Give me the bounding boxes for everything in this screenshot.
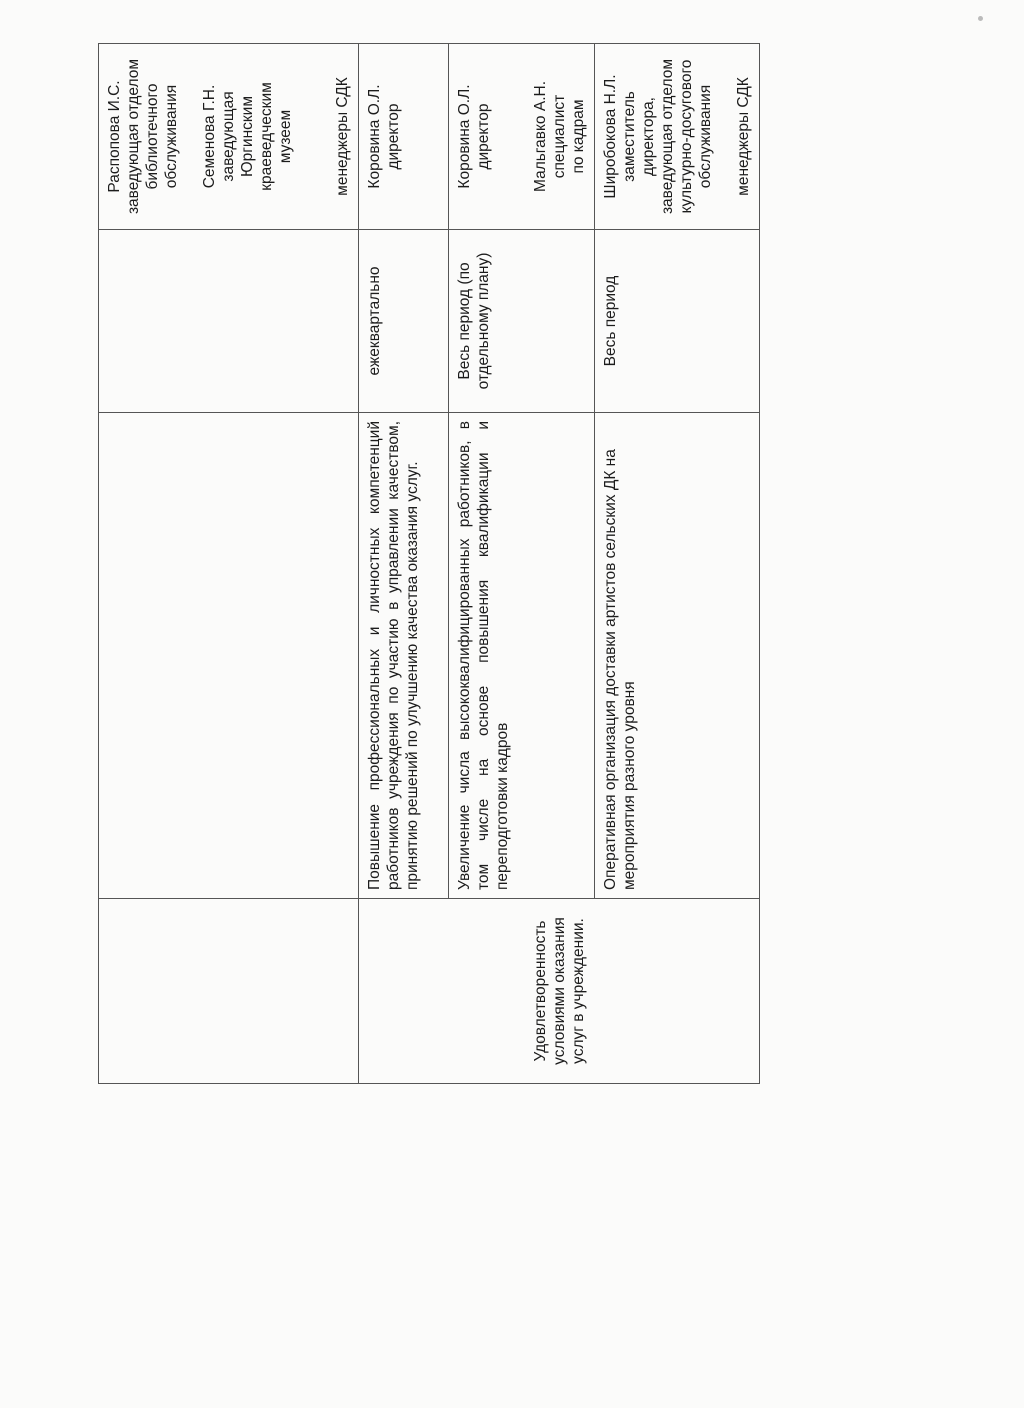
responsible-line: библиотечного обслуживания	[144, 83, 180, 190]
responsible-line: директор	[475, 103, 492, 170]
responsible-cell	[359, 44, 449, 230]
responsible-line: по кадрам	[570, 99, 587, 174]
responsible-line: менеджеры СДК	[735, 77, 752, 196]
responsible-line: заведующая отделом	[659, 58, 676, 215]
responsible-cell	[449, 44, 595, 230]
responsible-line: Коровина О.Л.	[366, 84, 383, 189]
deadline-cell	[99, 230, 359, 413]
responsible-cell	[595, 44, 760, 230]
responsible-cell	[99, 44, 359, 230]
responsible-line: Мальгавко А.Н. специалист	[532, 80, 568, 193]
responsible-line: заведующая отделом	[125, 58, 142, 215]
responsible-line: менеджеры СДК	[334, 77, 351, 196]
scan-speck	[978, 16, 983, 21]
responsible-line: директор	[385, 103, 402, 170]
table-row	[99, 44, 359, 1084]
table-row	[359, 44, 449, 1084]
responsible-line: культурно-досугового	[678, 59, 695, 214]
deadline-cell: Весь период	[595, 230, 760, 413]
deadline-cell: ежеквартально	[359, 230, 449, 413]
responsible-line: Распопова И.С.	[106, 80, 123, 193]
responsible-line: Коровина О.Л.	[456, 84, 473, 189]
responsible-line: музеем	[277, 109, 294, 164]
measure-cell: Повышение профессиональных и личностных компетенций работников учреждения по участию в управлении качеством, принятию решений по улучшению качества оказания услуг.	[359, 413, 449, 899]
table-frame	[98, 44, 752, 1084]
responsible-line: заместитель директора,	[621, 91, 657, 182]
responsible-line: Семенова Г.Н. заведующая	[201, 84, 237, 189]
measure-cell: Увеличение числа высококвалифицированных работников, в том числе на основе повышения квалификации и переподготовки кадров	[449, 413, 595, 899]
measure-cell	[99, 413, 359, 899]
criterion-cell	[99, 899, 359, 1084]
responsible-line: Юргинским краеведческим	[239, 82, 275, 191]
measures-table	[98, 43, 760, 1084]
rotated-table-area	[98, 44, 1024, 1065]
criterion-cell: Удовлетворенность условиями оказания услуг в учреждении.	[359, 899, 760, 1084]
responsible-line: Широбокова Н.Л.	[602, 74, 619, 199]
responsible-line: обслуживания	[697, 84, 714, 189]
measure-cell: Оперативная организация доставки артистов сельских ДК на мероприятия разного уровня	[595, 413, 760, 899]
deadline-cell: Весь период (по отдельному плану)	[449, 230, 595, 413]
